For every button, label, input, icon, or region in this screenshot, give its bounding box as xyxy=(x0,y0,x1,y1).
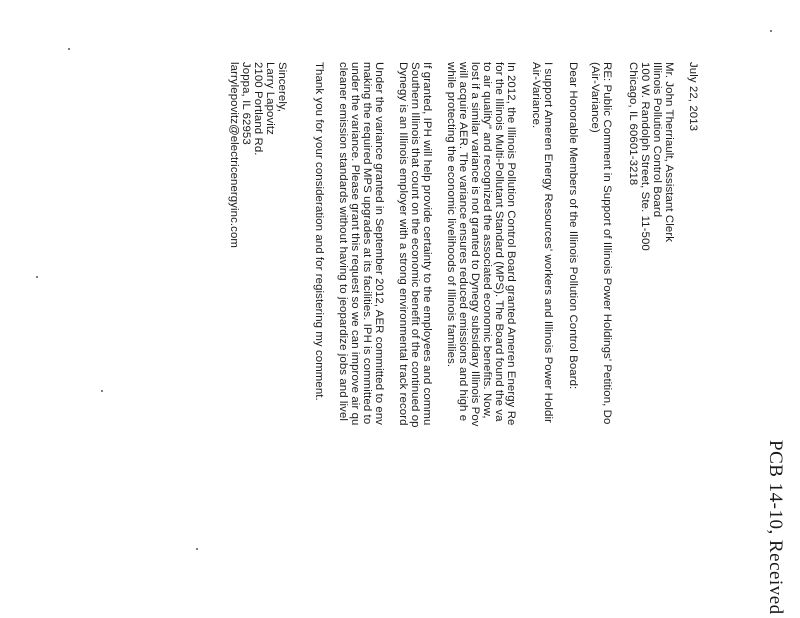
body-line: while protecting the economic livelihoods of Illinois families. xyxy=(445,62,457,368)
letter-date: July 22, 2013 xyxy=(687,62,699,132)
subject-text: RE: Public Comment in Support of Illinois Power Holdings' Petition, Do xyxy=(601,62,613,425)
body-line: Under the variance granted in September 2012, AER committed to env xyxy=(373,62,385,426)
body-line: cleaner emission standards without having to jeopardize jobs and livel xyxy=(337,62,349,422)
body-line: I support Ameren Energy Resources' workers and Illinois Power Holdir xyxy=(542,62,554,423)
body-line: will acquire AER. The variance ensures reduced emissions and high e xyxy=(457,62,469,422)
signature-line: larrylepovitz@electricenergyinc.com xyxy=(228,62,240,248)
body-line: under the variance. Please grant this request so we can improve air qu xyxy=(349,62,361,426)
body-line: If granted, IPH will help provide certainty to the employees and commu xyxy=(421,62,433,426)
body-line: In 2012, the Illinois Pollution Control Board granted Ameren Energy Re xyxy=(505,62,517,426)
body-line: Thank you for your consideration and for registering my comment. xyxy=(313,62,325,401)
subject-text: (Air-Variance) xyxy=(589,62,601,133)
received-stamp: PCB 14-10, Received xyxy=(765,440,786,615)
body-line: to air quality" and recognized the associated economic benefits. Now, xyxy=(481,62,493,419)
signature-line: Joppa, IL 62953 xyxy=(240,62,252,145)
body-line: lost if a similar variance is not granted to Dynegy subsidiary Illinois Pov xyxy=(469,62,481,427)
body-line: making the required MPS upgrades at its facilities. IPH is committed to xyxy=(361,62,373,425)
signature-line: Larry Lapovitz xyxy=(264,62,276,135)
body-line: for the Illinois Multi-Pollutant Standard (MPS). The Board found the va xyxy=(493,62,505,422)
closing: Sincerely, xyxy=(276,62,288,113)
salutation: Dear Honorable Members of the Illinois Pollution Control Board: xyxy=(567,62,579,390)
address-line: Mr. John Therriault, Assistant Clerk xyxy=(663,62,675,243)
body-line: Dynegy is an Illinois employer with a strong environmental track record xyxy=(397,62,409,426)
address-line: Illinois Pollution Control Board xyxy=(651,62,663,218)
signature-line: 2100 Portland Rd. xyxy=(252,62,264,156)
body-line: Southern Illinois that count on the economic benefit of the continued op xyxy=(409,62,421,428)
body-line: Air-Variance. xyxy=(530,62,542,129)
address-line: Chicago, IL 60601-3218 xyxy=(627,62,639,186)
address-line: 100 W. Randolph Street, Ste. 11-500 xyxy=(639,62,651,251)
